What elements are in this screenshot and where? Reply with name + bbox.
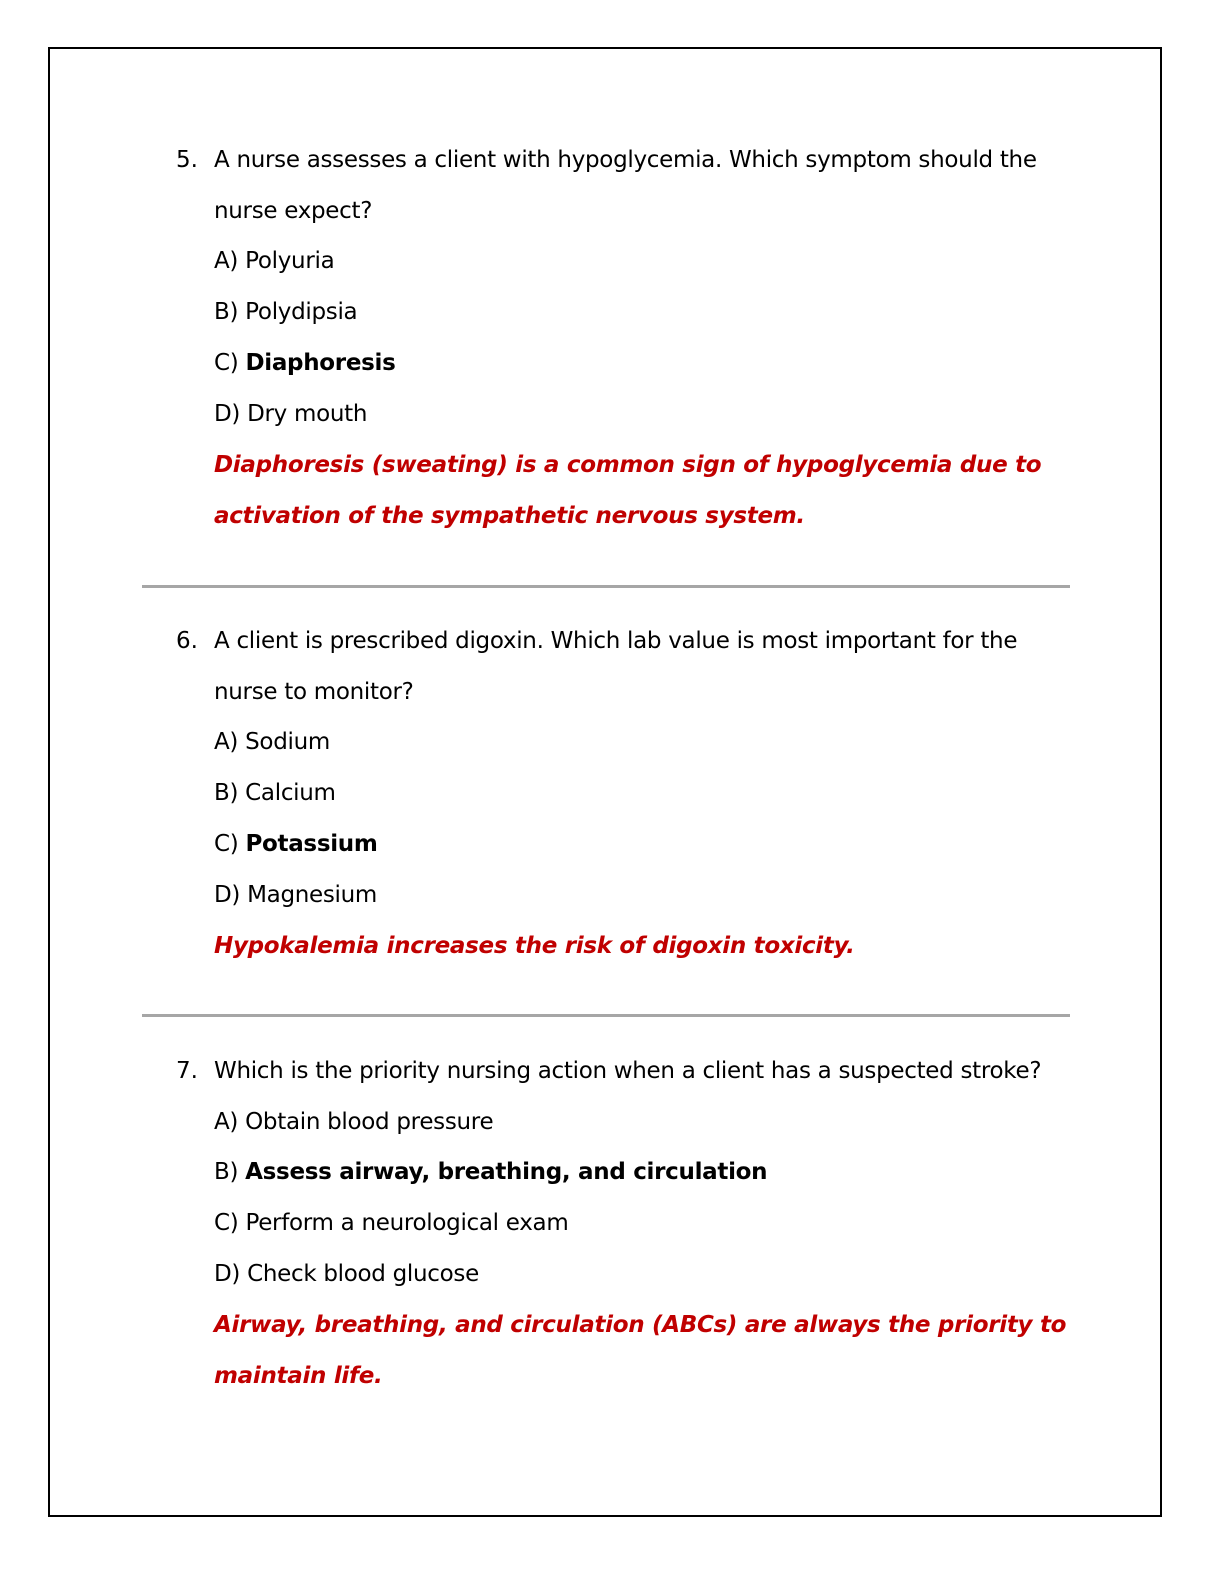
question-stem-line: A client is prescribed digoxin. Which lab value is most important for the: [214, 628, 1018, 654]
rationale-line: Hypokalemia increases the risk of digoxin toxicity.: [214, 933, 855, 959]
question-number: 6.: [176, 628, 198, 654]
correct-answer-text: Assess airway, breathing, and circulation: [245, 1159, 768, 1185]
option-c: [214, 348, 396, 378]
section-divider: [142, 1014, 1070, 1017]
option-text: Check blood glucose: [247, 1261, 479, 1287]
correct-answer-text: Potassium: [245, 831, 378, 857]
option-prefix: C): [214, 831, 246, 857]
option-prefix: D): [214, 401, 248, 427]
option-prefix: D): [214, 1261, 248, 1287]
option-a: [214, 1107, 493, 1137]
option-text: Sodium: [245, 729, 330, 755]
question-number: 7.: [176, 1058, 198, 1084]
question-stem-line: Which is the priority nursing action when a client has a suspected stroke?: [214, 1058, 1042, 1084]
option-prefix: C): [214, 1210, 246, 1236]
question-stem-line: nurse to monitor?: [214, 679, 414, 705]
option-b: [214, 778, 336, 808]
section-divider: [142, 585, 1070, 588]
option-a: [214, 727, 330, 757]
option-prefix: A): [214, 1109, 246, 1135]
rationale-line: Airway, breathing, and circulation (ABCs) are always the priority to: [214, 1312, 1067, 1338]
option-d: [214, 1259, 479, 1289]
option-text: Dry mouth: [247, 401, 368, 427]
rationale-line: Diaphoresis (sweating) is a common sign of hypoglycemia due to: [214, 452, 1042, 478]
option-b: [214, 297, 357, 327]
option-a: [214, 246, 334, 276]
option-text: Magnesium: [247, 882, 378, 908]
option-prefix: A): [214, 729, 246, 755]
option-text: Calcium: [245, 780, 336, 806]
option-d: [214, 880, 377, 910]
option-prefix: B): [214, 780, 246, 806]
option-c: [214, 1208, 568, 1238]
option-b: [214, 1157, 767, 1187]
correct-answer-text: Diaphoresis: [245, 350, 396, 376]
option-text: Polydipsia: [245, 299, 358, 325]
option-text: Perform a neurological exam: [245, 1210, 569, 1236]
option-prefix: D): [214, 882, 248, 908]
question-number: 5.: [176, 147, 198, 173]
option-prefix: C): [214, 350, 246, 376]
option-prefix: B): [214, 299, 246, 325]
question-stem-line: A nurse assesses a client with hypoglycemia. Which symptom should the: [214, 147, 1037, 173]
option-d: [214, 399, 367, 429]
rationale-line: activation of the sympathetic nervous system.: [214, 503, 805, 529]
rationale-line: maintain life.: [214, 1363, 383, 1389]
question-stem-line: nurse expect?: [214, 198, 373, 224]
option-prefix: A): [214, 248, 246, 274]
option-text: Obtain blood pressure: [245, 1109, 494, 1135]
option-text: Polyuria: [245, 248, 335, 274]
option-c: [214, 829, 378, 859]
option-prefix: B): [214, 1159, 246, 1185]
